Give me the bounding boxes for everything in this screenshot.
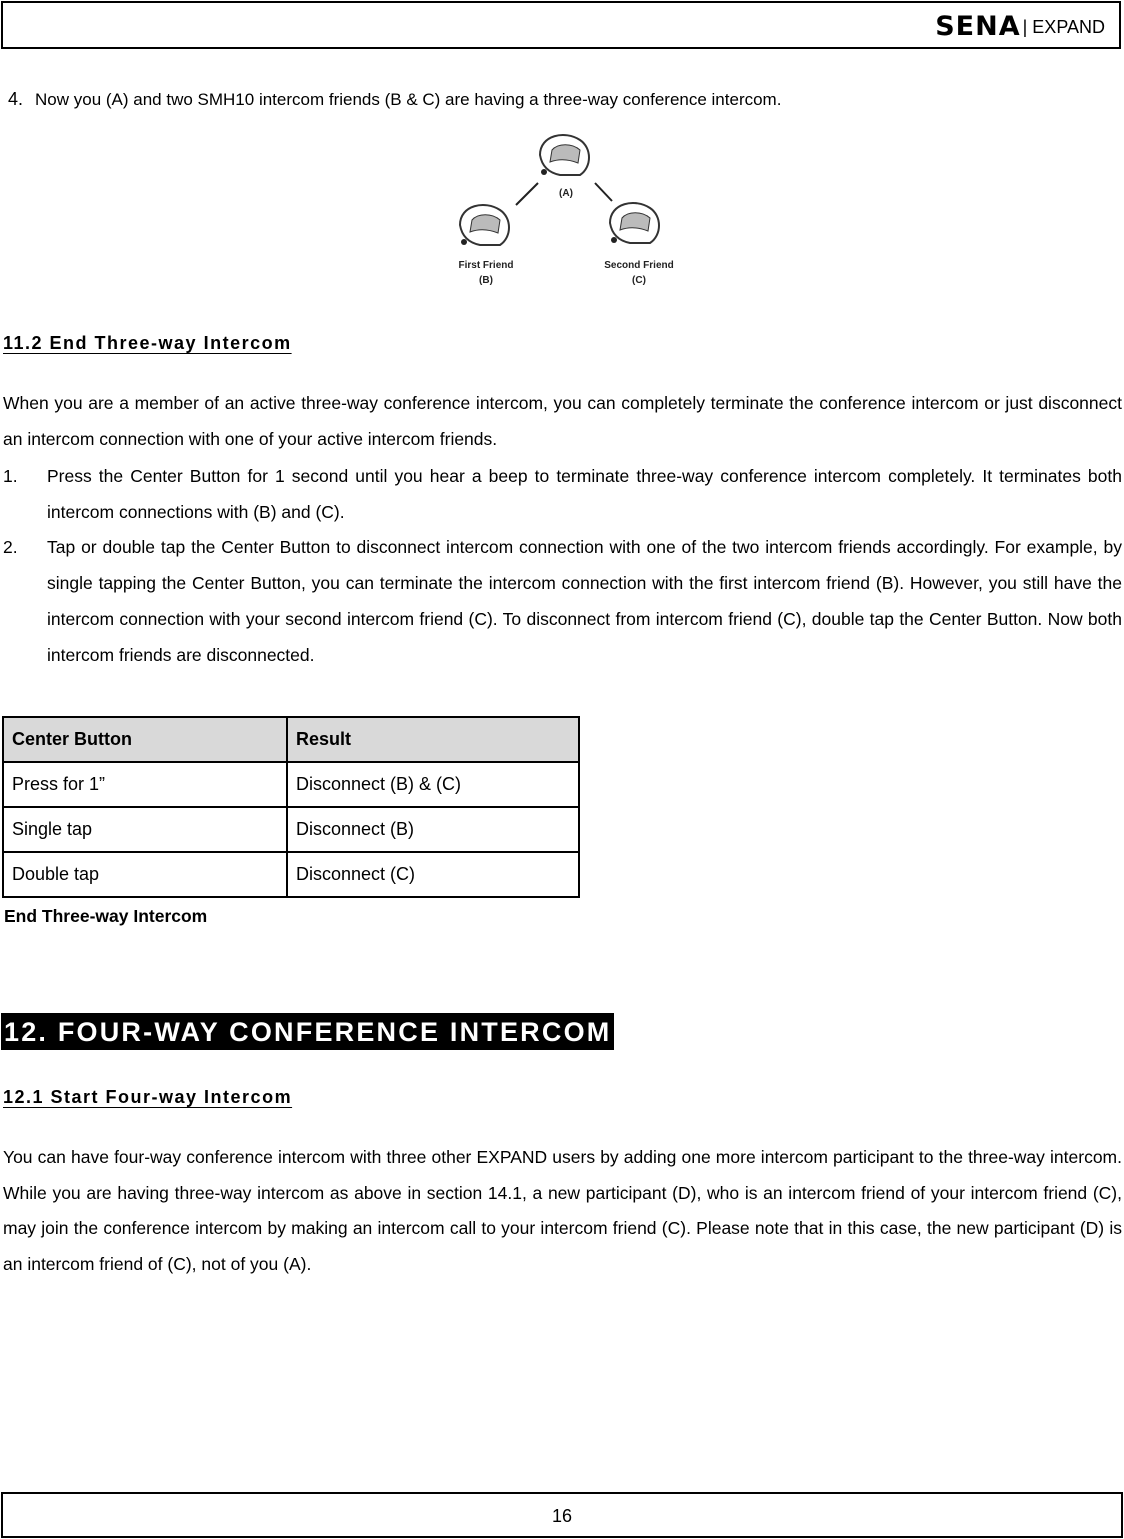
list-item-text: Press the Center Button for 1 second until you hear a beep to terminate three-way conference intercom completely. It terminates both intercom connections with (B) and (C). [47, 466, 1122, 522]
label-c-line1: Second Friend [604, 260, 674, 271]
connector-a-c [595, 183, 612, 201]
center-button-table [2, 716, 580, 898]
list-item [3, 458, 1122, 530]
table-row [3, 807, 579, 852]
table-row [3, 762, 579, 807]
step-number: 4. [8, 89, 24, 109]
brand [935, 11, 1105, 42]
helmet-c-icon [610, 203, 659, 243]
table-header-row [3, 717, 579, 762]
section-11-2-title: 11.2 End Three-way Intercom [3, 333, 292, 353]
list-item-number: 1. [3, 466, 18, 486]
page-header [1, 1, 1121, 49]
label-a: (A) [559, 188, 573, 199]
table-header: Center Button [3, 717, 287, 762]
label-b-line2: (B) [479, 275, 493, 286]
section-11-2-intro: When you are a member of an active three-way conference intercom, you can completely terminate the conference intercom or just disconnect an intercom connection with one of your active intercom friends. [3, 393, 1122, 449]
product-name: | EXPAND [1022, 17, 1105, 37]
step-4 [8, 89, 781, 110]
list-item-number: 2. [3, 537, 18, 557]
table-cell: Double tap [3, 852, 287, 897]
table-row [3, 852, 579, 897]
three-way-intercom-diagram [440, 115, 700, 300]
section-12-1-title: 12.1 Start Four-way Intercom [3, 1087, 293, 1107]
sena-logo: SENA [935, 11, 1021, 42]
label-c-line2: (C) [632, 275, 646, 286]
connector-a-b [516, 183, 538, 205]
step-text: Now you (A) and two SMH10 intercom friends (B & C) are having a three-way conference intercom. [35, 90, 782, 109]
helmet-b-icon [460, 205, 509, 245]
table-cell: Disconnect (C) [287, 852, 579, 897]
helmet-a-icon [540, 135, 589, 175]
list-item-text: Tap or double tap the Center Button to disconnect intercom connection with one of the two intercom friends accordingly. For example, by single tapping the Center Button, you can terminate the intercom connection with the first intercom friend (B). However, you still have the intercom connection with your second intercom friend (C). To disconnect from intercom friend (C), double tap the Center Button. Now both intercom friends are disconnected. [47, 537, 1122, 665]
table-caption: End Three-way Intercom [4, 906, 208, 926]
table-cell: Press for 1” [3, 762, 287, 807]
table-cell: Disconnect (B) [287, 807, 579, 852]
label-b-line1: First Friend [458, 260, 514, 271]
chapter-12-title: 12. FOUR-WAY CONFERENCE INTERCOM [1, 1013, 614, 1050]
table-header: Result [287, 717, 579, 762]
page-number: 16 [551, 1506, 573, 1526]
table-cell: Disconnect (B) & (C) [287, 762, 579, 807]
list-item [3, 529, 1122, 673]
page-footer [1, 1492, 1123, 1538]
table-cell: Single tap [3, 807, 287, 852]
section-12-1-text: You can have four-way conference intercom with three other EXPAND users by adding one more intercom participant to the three-way intercom. While you are having three-way intercom as above in section 14.1, a new participant (D), who is an intercom friend of your intercom friend (C), may join the conference intercom by making an intercom call to your intercom friend (C). Please note that in this case, the new participant (D) is an intercom friend of (C), not of you (A). [3, 1147, 1122, 1274]
